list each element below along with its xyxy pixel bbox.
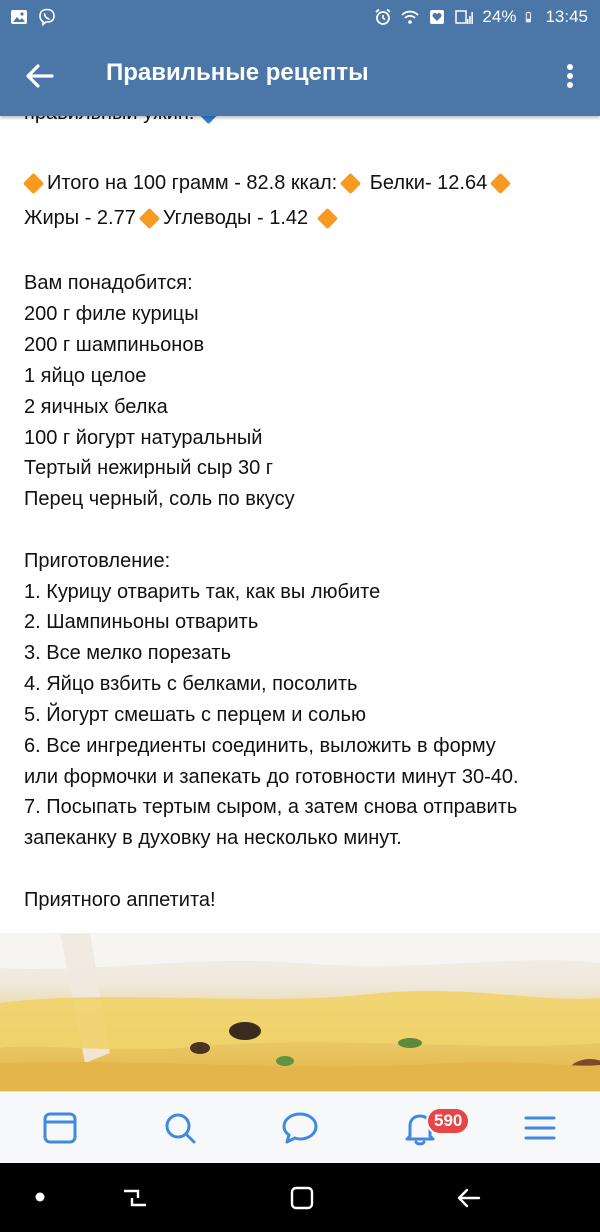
orange-diamond-icon (340, 173, 361, 194)
notification-icon (428, 8, 446, 26)
recent-apps-icon[interactable] (118, 1181, 152, 1215)
search-icon[interactable] (160, 1108, 200, 1148)
list-item: или формочки и запекать до готовности минут 30-40. (24, 766, 519, 788)
orange-diamond-icon (490, 173, 511, 194)
status-bar (0, 0, 600, 36)
battery-icon (525, 8, 536, 26)
battery-percent: 24% (482, 7, 517, 26)
list-item: 5. Йогурт смешать с перцем и солью (24, 704, 366, 726)
viber-icon (38, 8, 56, 26)
list-item: Тертый нежирный сыр 30 г (24, 457, 274, 479)
orange-diamond-icon (139, 208, 160, 229)
clock: 13:45 (545, 7, 588, 26)
home-icon[interactable] (285, 1181, 319, 1215)
more-vertical-icon[interactable] (558, 56, 582, 96)
nutrition-line-1: Итого на 100 грамм - 82.8 ккал: Белки- 12.64 (26, 172, 514, 195)
orange-diamond-icon (317, 208, 338, 229)
menu-icon[interactable] (520, 1108, 560, 1148)
list-item: 1 яйцо целое (24, 365, 147, 387)
alarm-icon (374, 8, 392, 26)
casserole-image (0, 933, 600, 1113)
dot-icon[interactable] (30, 1187, 50, 1207)
back-icon[interactable] (452, 1181, 486, 1215)
signal-icon (455, 8, 473, 26)
arrow-left-icon[interactable] (20, 56, 60, 96)
post-photo[interactable] (0, 933, 600, 1113)
orange-diamond-icon (23, 173, 44, 194)
list-item: 3. Все мелко порезать (24, 642, 231, 664)
list-item: 100 г йогурт натуральный (24, 427, 263, 449)
list-item: 200 г шампиньонов (24, 334, 205, 356)
newsfeed-icon[interactable] (40, 1108, 80, 1148)
list-item: 4. Яйцо взбить с белками, посолить (24, 673, 358, 695)
bottom-navigation (0, 1091, 600, 1164)
app-bar (0, 36, 600, 116)
list-item: 7. Посыпать тертым сыром, а затем снова отправить (24, 796, 518, 818)
list-item: 2. Шампиньоны отварить (24, 611, 259, 633)
notification-badge: 590 (426, 1107, 470, 1135)
system-navigation-bar (0, 1163, 600, 1232)
list-item: 2 яичных белка (24, 396, 168, 418)
ingredients-title: Вам понадобится: (24, 272, 193, 294)
post-content (0, 116, 600, 1091)
page-title: Правильные рецепты (106, 59, 369, 86)
list-item: Перец черный, соль по вкусу (24, 488, 295, 510)
list-item: 200 г филе курицы (24, 303, 199, 325)
nutrition-line-2: Жиры - 2.77 Углеводы - 1.42 (24, 207, 341, 230)
list-item: 6. Все ингредиенты соединить, выложить в форму (24, 735, 496, 757)
wifi-icon (401, 8, 419, 26)
preparation-title: Приготовление: (24, 550, 171, 572)
image-icon (10, 8, 28, 26)
messages-icon[interactable] (280, 1108, 320, 1148)
closing-text: Приятного аппетита! (24, 889, 216, 911)
list-item: 1. Курицу отварить так, как вы любите (24, 581, 381, 603)
list-item: запеканку в духовку на несколько минут. (24, 827, 402, 849)
